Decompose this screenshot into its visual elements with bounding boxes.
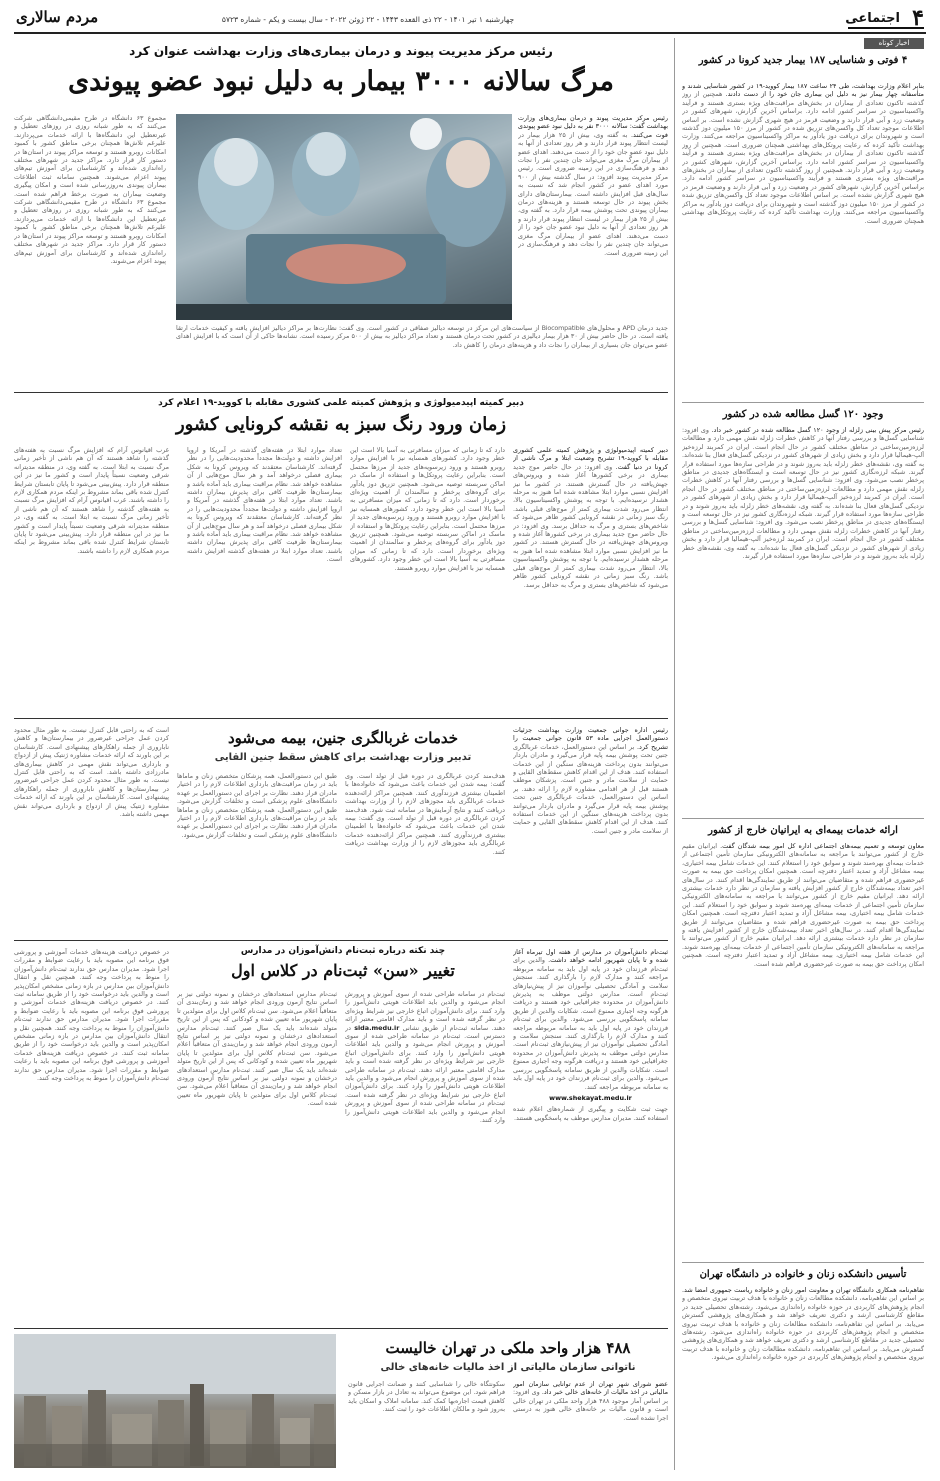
lead-body-bottom — [176, 324, 668, 384]
text-filler: وی افزود: در حال حاضر موج جدید بیماری در برخی کشورها آغاز شده و ویروس‌های جهش‌یافته در حال گسترش هستند. در کشور ما نیز افزایش نسبی موارد ابتلا مشاهده شده اما هنوز به مرحله هشدار نرسیده‌ایم. با توجه به پوشش واکسیناسیون بالا، انتظار می‌رود شدت بیماری کمتر از موج‌های قبلی باشد. رنگ سبز زمانی در نقشه کرونایی کشور ظاهر می‌شود که شاخص‌های بستری و مرگ به حداقل برسد. وی افزود: در حال حاضر موج جدید بیماری در برخی کشورها آغاز شده و ویروس‌های جهش‌یافته در حال گسترش هستند. در کشور ما نیز افزایش نسبی موارد ابتلا مشاهده شده اما هنوز به مرحله هشدار نرسیده‌ایم. با توجه به پوشش واکسیناسیون بالا، انتظار می‌رود شدت بیماری کمتر از موج‌های قبلی باشد. رنگ سبز زمانی در نقشه کرونایی کشور ظاهر می‌شود که شاخص‌های بستری و مرگ به حداقل برسد. — [513, 462, 668, 589]
covid-body-col-2 — [350, 446, 505, 708]
school-body-col-1: ثبت‌نام دانش‌آموزان در مدارس از هفته اول تیرماه آغاز شده و تا پایان شهریور ادامه خواهد داشت. والدین برای ثبت‌نام فرزندان خود در پایه اول باید به سامانه مربوطه مراجعه کنند و مدارک لازم را بارگذاری کنند. سنجش سلامت و آمادگی تحصیلی نوآموزان نیز از پیش‌نیازهای ثبت‌نام است. مدارس دولتی موظف به پذیرش دانش‌آموزان در محدوده جغرافیایی خود هستند و دریافت هرگونه وجه اجباری ممنوع است. شکایات والدین از طریق سامانه پاسخگویی بررسی می‌شود. والدین برای ثبت‌نام فرزندان خود در پایه اول باید به سامانه مربوطه مراجعه کنند و مدارک لازم را بارگذاری کنند. سنجش سلامت و آمادگی تحصیلی نوآموزان نیز از پیش‌نیازهای ثبت‌نام است. مدارس دولتی موظف به پذیرش دانش‌آموزان در محدوده جغرافیایی خود هستند و دریافت هرگونه وجه اجباری ممنوع است. شکایات والدین از طریق سامانه پاسخگویی بررسی می‌شود. والدین برای ثبت‌نام فرزندان خود در پایه اول باید به سامانه مربوطه مراجعه کنند. www.shekayat.medu.ir جهت ثبت شکایت و پیگیری از شماره‌های اعلام شده استفاده کنند. مدیران مدارس موظف به پاسخگویی هستند. — [513, 948, 668, 1122]
text-filler: همچنین از روز گذشته تاکنون تعدادی از بیماران در بخش‌های مراقبت‌های ویژه بستری هستند و فرآیند واکسیناسیون در سراسر کشور ادامه دارد. براساس آخرین گزارش، شهرهای کشور در وضعیت زرد و آبی قرار دارند و وضعیت قرمز در هیچ شهری گزارش نشده است. بر اساس اطلاعات موجود تعداد کل واکسن‌های تزریق شده در کشور از مرز ۱۵۰ میلیون دوز گذشته است و شهروندان برای دریافت دوز یادآور به مراکز واکسیناسیون مراجعه می‌کنند. وزارت بهداشت تأکید کرده که رعایت پروتکل‌های بهداشتی همچنان ضروری است. همچنین از روز گذشته تاکنون تعدادی از بیماران در بخش‌های مراقبت‌های ویژه بستری هستند و فرآیند واکسیناسیون در سراسر کشور ادامه دارد. براساس آخرین گزارش، شهرهای کشور در وضعیت زرد و آبی قرار دارند. همچنین از روز گذشته تاکنون تعدادی از بیماران در بخش‌های مراقبت‌های ویژه بستری هستند و فرآیند واکسیناسیون در سراسر کشور ادامه دارد. براساس آخرین گزارش، شهرهای کشور در وضعیت زرد و آبی قرار دارند و وضعیت قرمز در هیچ شهری گزارش نشده است. بر اساس اطلاعات موجود تعداد کل واکسن‌های تزریق شده در کشور از مرز ۱۵۰ میلیون دوز گذشته است و شهروندان برای دریافت دوز یادآور به مراکز واکسیناسیون مراجعه می‌کنند. وزارت بهداشت تأکید کرده که رعایت پروتکل‌های بهداشتی همچنان ضروری است. — [682, 90, 924, 225]
vacant-subhead: ناتوانی سازمان مالیاتی از اخذ مالیات خانه‌های خالی — [380, 1362, 636, 1373]
sidebar-divider — [682, 402, 924, 403]
text-filler: مجموع ۶۳ دانشگاه در طرح مقیمی‌دانشگاهی شرکت می‌کنند که به طور شبانه روزی در روزهای تعطیل و غیرتعطیل این دانشگاه‌ها با ارائه خدمات می‌پردازند. علیرغم تلاش‌ها همچنان برخی مناطق کشور با کمبود امکانات روبرو هستند و توسعه مراکز پیوند در استان‌ها در دستور کار قرار دارد. مراکز جدید در شهرهای مختلف راه‌اندازی شده‌اند و کارشناسان برای آموزش تیم‌های پیوند اعزام می‌شوند. همچنین سامانه ثبت اطلاعات بیماران پیوندی به‌روزرسانی شده است و امکان پیگیری وضعیت بیماران به صورت برخط فراهم شده است. مجموع ۶۳ دانشگاه در طرح مقیمی‌دانشگاهی شرکت می‌کنند که به طور شبانه روزی در روزهای تعطیل و غیرتعطیل این دانشگاه‌ها با ارائه خدمات می‌پردازند. علیرغم تلاش‌ها همچنان برخی مناطق کشور با کمبود امکانات روبرو هستند و توسعه مراکز پیوند در استان‌ها در دستور کار قرار دارد. مراکز جدید در شهرهای مختلف راه‌اندازی شده‌اند و کارشناسان برای آموزش تیم‌های پیوند اعزام می‌شوند. — [14, 114, 166, 265]
sidebar — [682, 38, 924, 1470]
dateline: چهارشنبه ۱ تیر ۱۴۰۱ - ۲۲ ذی القعده ۱۴۴۳ - ۲۲ ژوئن ۲۰۲۲ - سال بیست و یکم - شماره ۵۷۲۳ — [221, 15, 515, 24]
text-filler: سکونتگاه خالی را شناسایی کنند و ضمانت اجرایی قانون فراهم شود. این موضوع می‌تواند به تعادل در بازار مسکن و کاهش قیمت اجاره‌بها کمک کند. سامانه املاک و اسکان باید به‌روز شود و مالکان اطلاعات خود را ثبت کنند. — [348, 1380, 505, 1414]
covid-body-col-1: دبیر کمیته اپیدمیولوژی و پژوهش کمیته علمی کشوری مقابله با کووید-۱۹ تشریح وضعیت ابتلا و مرگ ناشی از کرونا در دنیا گفت. وی افزود: در حال حاضر موج جدید بیماری در برخی کشورها آغاز شده و ویروس‌های جهش‌یافته در حال گسترش هستند. در کشور ما نیز افزایش نسبی موارد ابتلا مشاهده شده اما هنوز به مرحله هشدار نرسیده‌ایم. با توجه به پوشش واکسیناسیون بالا، انتظار می‌رود شدت بیماری کمتر از موج‌های قبلی باشد. رنگ سبز زمانی در نقشه کرونایی کشور ظاهر می‌شود که شاخص‌های بستری و مرگ به حداقل برسد. وی افزود: در حال حاضر موج جدید بیماری در برخی کشورها آغاز شده و ویروس‌های جهش‌یافته در حال گسترش هستند. در کشور ما نیز افزایش نسبی موارد ابتلا مشاهده شده اما هنوز به مرحله هشدار نرسیده‌ایم. با توجه به پوشش واکسیناسیون بالا، انتظار می‌رود شدت بیماری کمتر از موج‌های قبلی باشد. رنگ سبز زمانی در نقشه کرونایی کشور ظاهر می‌شود که شاخص‌های بستری و مرگ به حداقل برسد. — [513, 446, 668, 589]
school-site[interactable]: sida.medu.ir — [354, 1023, 400, 1032]
sidebar-divider — [682, 1262, 924, 1263]
sidebar-item-body: بنابر اعلام وزارت بهداشت، طی ۲۴ ساعت ۱۸۷ بیمار کووید-۱۹ در کشور شناسایی شدند و متأسفانه چهار بیمار نیز به دلیل این بیماری جان خود را از دست دادند. همچنین از روز گذشته تاکنون تعدادی از بیماران در بخش‌های مراقبت‌های ویژه بستری هستند و فرآیند واکسیناسیون در سراسر کشور ادامه دارد. براساس آخرین گزارش، شهرهای کشور در وضعیت زرد و آبی قرار دارند و وضعیت قرمز در هیچ شهری گزارش نشده است. بر اساس اطلاعات موجود تعداد کل واکسن‌های تزریق شده در کشور از مرز ۱۵۰ میلیون دوز گذشته است و شهروندان برای دریافت دوز یادآور به مراکز واکسیناسیون مراجعه می‌کنند. وزارت بهداشت تأکید کرده که رعایت پروتکل‌های بهداشتی همچنان ضروری است. همچنین از روز گذشته تاکنون تعدادی از بیماران در بخش‌های مراقبت‌های ویژه بستری هستند و فرآیند واکسیناسیون در سراسر کشور ادامه دارد. براساس آخرین گزارش، شهرهای کشور در وضعیت زرد و آبی قرار دارند. همچنین از روز گذشته تاکنون تعدادی از بیماران در بخش‌های مراقبت‌های ویژه بستری هستند و فرآیند واکسیناسیون در سراسر کشور ادامه دارد. براساس آخرین گزارش، شهرهای کشور در وضعیت زرد و آبی قرار دارند و وضعیت قرمز در هیچ شهری گزارش نشده است. بر اساس اطلاعات موجود تعداد کل واکسن‌های تزریق شده در کشور از مرز ۱۵۰ میلیون دوز گذشته است و شهروندان برای دریافت دوز یادآور به مراکز واکسیناسیون مراجعه می‌کنند. وزارت بهداشت تأکید کرده که رعایت پروتکل‌های بهداشتی همچنان ضروری است. — [682, 82, 924, 225]
section-divider — [14, 392, 668, 393]
text-filler: جهت ثبت شکایت و پیگیری از شماره‌های اعلام شده استفاده کنند. مدیران مدارس موظف به پاسخگویی هستند. — [513, 1105, 668, 1122]
surgery-photo — [176, 114, 512, 320]
text-filler: در دسترس است. ثبت‌نام در سامانه طراحی شده از سوی آموزش و پرورش انجام می‌شود و والدین باید اطلاعات هویتی دانش‌آموز را وارد کنند. برای دانش‌آموزان اتباع خارجی نیز شرایط ویژه‌ای در نظر گرفته شده است و باید مدارک اقامتی معتبر ارائه دهند. ثبت‌نام در سامانه طراحی شده از سوی آموزش و پرورش انجام می‌شود و والدین باید اطلاعات هویتی دانش‌آموز را وارد کنند. برای دانش‌آموزان اتباع خارجی نیز شرایط ویژه‌ای در نظر گرفته شده است. ثبت‌نام در سامانه طراحی شده از سوی آموزش و پرورش انجام می‌شود و والدین باید اطلاعات هویتی دانش‌آموز را وارد کنند. — [345, 1023, 505, 1125]
covid-body-col-3 — [187, 446, 342, 708]
surgery-photo-shapes — [176, 114, 512, 320]
masthead — [0, 0, 940, 36]
vacant-headline: ۴۸۸ هزار واحد ملکی در تهران خالیست — [385, 1339, 631, 1357]
text-filler: بر اساس این تفاهم‌نامه، دانشکده مطالعات زنان و خانواده با هدف تربیت نیروی متخصص و انجام پژوهش‌های کاربردی در حوزه خانواده راه‌اندازی می‌شود. رشته‌های تحصیلی جدید در مقاطع کارشناسی ارشد و دکتری تعریف خواهد شد و همکاری‌های پژوهشی گسترش می‌یابد. بر اساس این تفاهم‌نامه، دانشکده مطالعات زنان و خانواده با هدف تربیت نیروی متخصص و انجام پژوهش‌های کاربردی در حوزه خانواده راه‌اندازی می‌شود. رشته‌های تحصیلی جدید در مقاطع کارشناسی ارشد و دکتری تعریف خواهد شد و همکاری‌های پژوهشی گسترش می‌یابد. بر اساس این تفاهم‌نامه، دانشکده مطالعات زنان و خانواده با هدف تربیت نیروی متخصص و انجام پژوهش‌های کاربردی در حوزه خانواده راه‌اندازی می‌شود. — [682, 1294, 924, 1362]
school-headline: تغییر «سن» ثبت‌نام در کلاس اول — [231, 961, 455, 980]
text-filler: تعداد موارد ابتلا در هفته‌های گذشته در آمریکا و اروپا افزایش داشته و دولت‌ها مجدداً محدودیت‌هایی را در نظر گرفته‌اند. کارشناسان معتقدند که ویروس کرونا به شکل بیماری فصلی درخواهد آمد و هر سال موج‌هایی از آن مشاهده خواهد شد. نظام مراقبت بیماری باید آماده باشد و بیمارستان‌ها ظرفیت کافی برای پذیرش بیماران داشته باشند. تعداد موارد ابتلا در هفته‌های گذشته در آمریکا و اروپا افزایش داشته و دولت‌ها مجدداً محدودیت‌هایی را در نظر گرفته‌اند. کارشناسان معتقدند که ویروس کرونا به شکل بیماری فصلی درخواهد آمد و هر سال موج‌هایی از آن مشاهده خواهد شد. نظام مراقبت بیماری باید آماده باشد و بیمارستان‌ها ظرفیت کافی برای پذیرش بیماران داشته باشند. تعداد موارد ابتلا در هفته‌های گذشته افزایش داشته است. — [187, 446, 342, 564]
sidebar-tag: اخبار کوتاه — [864, 38, 924, 49]
text-filler: طبق این دستورالعمل، همه پزشکان متخصص زنان و ماماها باید در زمان مراقبت‌های بارداری اطلاعات لازم را در اختیار مادران قرار دهند. نظارت بر اجرای این دستورالعمل بر عهده دانشگاه‌های علوم پزشکی است و تخلفات گزارش می‌شود. طبق این دستورالعمل، همه پزشکان متخصص زنان و ماماها باید در زمان مراقبت‌های بارداری اطلاعات لازم را در اختیار مادران قرار دهند. نظارت بر اجرای این دستورالعمل بر عهده دانشگاه‌های علوم پزشکی است و تخلفات گزارش می‌شود. — [177, 772, 337, 839]
masthead-rule — [14, 32, 926, 34]
text-filler: به گفته وی، بیش از ۲۵ هزار بیمار در لیست انتظار پیوند قرار دارند و هر روز تعدادی از آنها به دلیل نبود عضو جان خود را از دست می‌دهند. اهدای عضو از بیماران مرگ مغزی می‌تواند جان چندین نفر را نجات دهد و فرهنگ‌سازی در این زمینه ضروری است. رئیس مرکز مدیریت پیوند افزود: در سال گذشته بیش از ۹۰۰ مورد اهدای عضو در کشور انجام شد که نسبت به سال‌های قبل افزایش داشته است. بیمارستان‌های دارای بخش پیوند در حال توسعه هستند و هزینه‌های درمان بیماران پیوندی تحت پوشش بیمه قرار دارد. به گفته وی، بیش از ۲۵ هزار بیمار در لیست انتظار پیوند قرار دارند و هر روز تعدادی از آنها به دلیل نبود عضو جان خود را از دست می‌دهند. اهدای عضو از بیماران مرگ مغزی می‌تواند جان چندین نفر را نجات دهد و فرهنگ‌سازی در این زمینه ضروری است. — [518, 130, 668, 257]
screening-body-col-2 — [345, 772, 505, 932]
text-filler: دارد که تا زمانی که میزان مسافرتی به آسیا بالا است این خطر وجود دارد. کشورهای همسایه نیز با افزایش موارد روبرو هستند و ورود زیرسویه‌های جدید از مرزها محتمل است. بنابراین رعایت پروتکل‌ها و استفاده از ماسک در اماکن سربسته توصیه می‌شود. همچنین تزریق دوز یادآور برای گروه‌های پرخطر و سالمندان از اهمیت ویژه‌ای برخوردار است. دارد که تا زمانی که میزان مسافرتی به آسیا بالا است این خطر وجود دارد. کشورهای همسایه نیز با افزایش موارد روبرو هستند و ورود زیرسویه‌های جدید از مرزها محتمل است. بنابراین رعایت پروتکل‌ها و استفاده از ماسک در اماکن سربسته توصیه می‌شود. همچنین تزریق دوز یادآور برای گروه‌های پرخطر و سالمندان از اهمیت ویژه‌ای برخوردار است. دارد که تا زمانی که میزان مسافرتی به آسیا بالا است این خطر وجود دارد. کشورهای همسایه نیز با افزایش موارد روبرو هستند. — [350, 446, 505, 572]
lead-kicker: رئیس مرکز مدیریت پیوند و درمان بیماری‌های وزارت بهداشت عنوان کرد — [129, 44, 553, 58]
column-divider — [674, 38, 675, 1470]
text-filler: والدین برای ثبت‌نام فرزندان خود در پایه اول باید به سامانه مربوطه مراجعه کنند و مدارک لازم را بارگذاری کنند. سنجش سلامت و آمادگی تحصیلی نوآموزان نیز از پیش‌نیازهای ثبت‌نام است. مدارس دولتی موظف به پذیرش دانش‌آموزان در محدوده جغرافیایی خود هستند و دریافت هرگونه وجه اجباری ممنوع است. شکایات والدین از طریق سامانه پاسخگویی بررسی می‌شود. والدین برای ثبت‌نام فرزندان خود در پایه اول باید به سامانه مربوطه مراجعه کنند و مدارک لازم را بارگذاری کنند. سنجش سلامت و آمادگی تحصیلی نوآموزان نیز از پیش‌نیازهای ثبت‌نام است. مدارس دولتی موظف به پذیرش دانش‌آموزان در محدوده جغرافیایی خود هستند و دریافت هرگونه وجه اجباری ممنوع است. شکایات والدین از طریق سامانه پاسخگویی بررسی می‌شود. والدین برای ثبت‌نام فرزندان خود در پایه اول باید به سامانه مربوطه مراجعه کنند. — [513, 956, 668, 1091]
lead-body-col-2 — [14, 114, 166, 338]
sidebar-item-body: معاون توسعه و تعمیم بیمه‌های اجتماعی اداره کل امور بیمه شدگان گفت. ایرانیان مقیم خارج از کشور می‌توانند با مراجعه به سامانه‌های الکترونیکی سازمان تأمین اجتماعی از خدمات بیمه‌ای بهره‌مند شوند و سوابق خود را استعلام کنند. این خدمات شامل بیمه اختیاری، بیمه مشاغل آزاد و تمدید اعتبار دفترچه است. همچنین امکان پرداخت حق بیمه به صورت غیرحضوری فراهم شده و متقاضیان می‌توانند از طریق نمایندگی‌ها اقدام کنند. در سال‌های اخیر تعداد بیمه‌شدگان خارج از کشور افزایش یافته و سازمان در نظر دارد خدمات بیشتری ارائه دهد. ایرانیان مقیم خارج از کشور می‌توانند با مراجعه به سامانه‌های الکترونیکی سازمان تأمین اجتماعی از خدمات بیمه‌ای بهره‌مند شوند و سوابق خود را استعلام کنند. این خدمات شامل بیمه اختیاری، بیمه مشاغل آزاد و تمدید اعتبار دفترچه است. همچنین امکان پرداخت حق بیمه به صورت غیرحضوری فراهم شده و متقاضیان می‌توانند از طریق نمایندگی‌ها اقدام کنند. در سال‌های اخیر تعداد بیمه‌شدگان خارج از کشور افزایش یافته و سازمان در نظر دارد خدمات بیشتری ارائه دهد. ایرانیان مقیم خارج از کشور می‌توانند با مراجعه به سامانه‌های الکترونیکی سازمان تأمین اجتماعی از خدمات بیمه‌ای بهره‌مند شوند. این خدمات شامل بیمه اختیاری، بیمه مشاغل آزاد و تمدید اعتبار دفترچه است. همچنین امکان پرداخت حق بیمه به صورت غیرحضوری فراهم شده است. — [682, 842, 924, 968]
screening-body-col-1: رئیس اداره جوانی جمعیت وزارت بهداشت جزئیات دستورالعمل اجرایی ماده ۵۳ قانون جوانی جمعیت را تشریح کرد. بر اساس این دستورالعمل، خدمات غربالگری جنین تحت پوشش بیمه پایه قرار می‌گیرد و مادران باردار می‌توانند بدون پرداخت هزینه‌های سنگین از این خدمات استفاده کنند. هدف از این اقدام کاهش سقط‌های القایی و حمایت از سلامت مادر و جنین است. پزشکان موظف هستند قبل از هر اقدامی مشاوره لازم را ارائه دهند. بر اساس این دستورالعمل، خدمات غربالگری جنین تحت پوشش بیمه پایه قرار می‌گیرد و مادران باردار می‌توانند بدون پرداخت هزینه‌های سنگین از این خدمات استفاده کنند. هدف از این اقدام کاهش سقط‌های القایی و حمایت از سلامت مادر و جنین است. — [513, 726, 668, 835]
sidebar-item-title: تأسیس دانشکده زنان و خانواده در دانشگاه تهران — [699, 1269, 907, 1280]
vacant-body-col-1: عضو شورای شهر تهران از عدم توانایی سازمان امور مالیاتی در اخذ مالیات از خانه‌های خالی خبر داد. وی افزود: بر اساس آمار موجود ۴۸۸ هزار واحد ملکی در تهران خالی است و قانون مالیات بر خانه‌های خالی هنوز به درستی اجرا نشده است. — [513, 1380, 668, 1422]
school-body-col-3 — [177, 990, 337, 1318]
covid-headline: زمان ورود رنگ سبز به نقشه کرونایی کشور — [175, 414, 507, 435]
lead-headline: مرگ سالانه ۳۰۰۰ بیمار به دلیل نبود عضو پیوندی — [68, 66, 614, 97]
school-kicker: چند نکته درباره ثبت‌نام دانش‌آموزان در مدارس — [240, 946, 446, 956]
sidebar-item-title: ارائه خدمات بیمه‌ای به ایرانیان خارج از کشور — [708, 825, 898, 836]
sidebar-item-title: ۴ فوتی و شناسایی ۱۸۷ بیمار جدید کرونا در کشور — [698, 55, 908, 66]
section-name: اجتماعی — [845, 11, 900, 26]
lead-article — [14, 38, 668, 390]
text-filler: ثبت‌نام در سامانه طراحی شده از سوی آموزش و پرورش انجام می‌شود و والدین باید اطلاعات هویتی دانش‌آموز را وارد کنند. برای دانش‌آموزان اتباع خارجی نیز شرایط ویژه‌ای در نظر گرفته شده است و باید مدارک اقامتی معتبر ارائه دهند. سامانه ثبت‌نام از طریق نشانی — [345, 990, 505, 1032]
screening-headline: خدمات غربالگری جنین، بیمه می‌شود — [227, 729, 459, 747]
section-divider — [14, 940, 668, 941]
section-divider — [14, 718, 668, 719]
covid-kicker: دبیر کمیته اپیدمیولوژی و پژوهش کمیته علمی کشوری مقابله با کووید-۱۹ اعلام کرد — [158, 398, 524, 408]
text-filler: است که به راحتی قابل کنترل نیست. به طور مثال محدود کردن عمل جراحی غیرضرور در بیمارستان‌ها و کاهش ناباروری از جمله راهکارهای پیشنهادی است. کارشناسان بر این باورند که ارائه خدمات مشاوره ژنتیک پیش از ازدواج و بارداری می‌تواند نقش مهمی در کاهش بیماری‌های مادرزادی داشته باشد. است که به راحتی قابل کنترل نیست. به طور مثال محدود کردن عمل جراحی غیرضرور در بیمارستان‌ها و کاهش ناباروری از جمله راهکارهای پیشنهادی است. کارشناسان بر این باورند که ارائه خدمات مشاوره ژنتیک پیش از ازدواج و بارداری می‌تواند نقش مهمی داشته باشد. — [14, 726, 169, 819]
school-article — [14, 944, 668, 1324]
text-filler: غرب اقیانوس آرام که افزایش مرگ نسبت به هفته‌های گذشته را شاهد هستند که آن هم ناشی از تأخیر زمانی مرگ نسبت به ابتلا است. به گفته وی، در منطقه مدیترانه شرقی وضعیت نسبتاً پایدار است و کشور ما نیز در این منطقه قرار دارد. پیش‌بینی می‌شود تا پایان تابستان شرایط کنترل شده باقی بماند مشروط بر اینکه مردم همکاری لازم را داشته باشند. غرب اقیانوس آرام که افزایش مرگ نسبت به هفته‌های گذشته را شاهد هستند که آن هم ناشی از تأخیر زمانی مرگ نسبت به ابتلا است. به گفته وی، در منطقه مدیترانه شرقی وضعیت نسبتاً پایدار است و کشور ما نیز در این منطقه قرار دارد. پیش‌بینی می‌شود تا پایان تابستان شرایط کنترل شده باقی بماند مشروط بر اینکه مردم همکاری لازم را داشته باشند. — [14, 446, 169, 555]
school-body-col-2 — [345, 990, 505, 1318]
text-filler: بر اساس این دستورالعمل، خدمات غربالگری جنین تحت پوشش بیمه پایه قرار می‌گیرد و مادران باردار می‌توانند بدون پرداخت هزینه‌های سنگین از این خدمات استفاده کنند. هدف از این اقدام کاهش سقط‌های القایی و حمایت از سلامت مادر و جنین است. پزشکان موظف هستند قبل از هر اقدامی مشاوره لازم را ارائه دهند. بر اساس این دستورالعمل، خدمات غربالگری جنین تحت پوشش بیمه پایه قرار می‌گیرد و مادران باردار می‌توانند بدون پرداخت هزینه‌های سنگین از این خدمات استفاده کنند. هدف از این اقدام کاهش سقط‌های القایی و حمایت از سلامت مادر و جنین است. — [513, 742, 668, 835]
sidebar-item-body: رئیس مرکز پیش بینی زلزله از وجود ۱۲۰ گسل مطالعه شده در کشور خبر داد. وی افزود: شناسایی گسل‌ها و بررسی رفتار آنها در کاهش خطرات زلزله نقش مهمی دارد و مطالعات لرزه‌زمین‌ساختی در مناطق مختلف کشور در حال انجام است. ایران در کمربند لرزه‌خیز آلپ-هیمالیا قرار دارد و بخش زیادی از شهرهای کشور در نزدیکی گسل‌های فعال بنا شده‌اند. به گفته وی، نقشه‌های خطر زلزله باید به‌روز شوند و در طراحی سازه‌ها مورد استفاده قرار گیرند. شبکه لرزه‌نگاری کشور نیز در حال توسعه است و ایستگاه‌های جدیدی در مناطق پرخطر نصب می‌شود. وی افزود: شناسایی گسل‌ها و بررسی رفتار آنها در کاهش خطرات زلزله نقش مهمی دارد و مطالعات لرزه‌زمین‌ساختی در مناطق مختلف کشور در حال انجام است. ایران در کمربند لرزه‌خیز آلپ-هیمالیا قرار دارد و بخش زیادی از شهرهای کشور در نزدیکی گسل‌های فعال بنا شده‌اند. به گفته وی، نقشه‌های خطر زلزله باید به‌روز شوند و در طراحی سازه‌ها مورد استفاده قرار گیرند. شبکه لرزه‌نگاری کشور نیز در حال توسعه است و ایستگاه‌های جدیدی در مناطق پرخطر نصب می‌شود. وی افزود: شناسایی گسل‌ها و بررسی رفتار آنها در کاهش خطرات زلزله نقش مهمی دارد و مطالعات لرزه‌زمین‌ساختی در مناطق مختلف کشور در حال انجام است. ایران در کمربند لرزه‌خیز آلپ-هیمالیا قرار دارد و بخش زیادی از شهرهای کشور در نزدیکی گسل‌های فعال بنا شده‌اند. به گفته وی، نقشه‌های خطر زلزله باید به‌روز شوند و در طراحی سازه‌ها مورد استفاده قرار گیرند. — [682, 426, 924, 561]
screening-article — [14, 722, 668, 938]
vacant-article — [14, 1332, 668, 1472]
text-filler: جدید درمان APD و محلول‌های Biocompatible از سیاست‌های این مرکز در توسعه دیالیز صفاقی در کشور است. وی گفت: نظارت‌ها بر مراکز دیالیز افزایش یافته و کیفیت خدمات ارتقا یافته است. در حال حاضر بیش از ۳۰ هزار بیمار دیالیزی در کشور تحت درمان هستند و تعداد مراکز دیالیز به بیش از ۵۰۰ مرکز رسیده است. نشانه‌ها حاکی از آن است که با افزایش اهدای عضو می‌توان جان بسیاری از بیماران را نجات داد و هزینه‌های درمان را کاهش داد. — [176, 324, 668, 349]
paper-name: مردم سالاری — [16, 8, 99, 26]
covid-body-col-4 — [14, 446, 169, 708]
text-filler: وی افزود: بر اساس آمار موجود ۴۸۸ هزار واحد ملکی در تهران خالی است و قانون مالیات بر خانه‌های خالی هنوز به درستی اجرا نشده است. — [513, 1388, 668, 1422]
covid-article — [14, 396, 668, 714]
school-body-col-4 — [14, 948, 169, 1318]
section-badge — [845, 5, 924, 31]
screening-body-col-3 — [177, 772, 337, 932]
sidebar-item-body: تفاهم‌نامه همکاری دانشگاه تهران و معاونت امور زنان و خانواده ریاست جمهوری امضا شد. بر اساس این تفاهم‌نامه، دانشکده مطالعات زنان و خانواده با هدف تربیت نیروی متخصص و انجام پژوهش‌های کاربردی در حوزه خانواده راه‌اندازی می‌شود. رشته‌های تحصیلی جدید در مقاطع کارشناسی ارشد و دکتری تعریف خواهد شد و همکاری‌های پژوهشی گسترش می‌یابد. بر اساس این تفاهم‌نامه، دانشکده مطالعات زنان و خانواده با هدف تربیت نیروی متخصص و انجام پژوهش‌های کاربردی در حوزه خانواده راه‌اندازی می‌شود. رشته‌های تحصیلی جدید در مقاطع کارشناسی ارشد و دکتری تعریف خواهد شد و همکاری‌های پژوهشی گسترش می‌یابد. بر اساس این تفاهم‌نامه، دانشکده مطالعات زنان و خانواده با هدف تربیت نیروی متخصص و انجام پژوهش‌های کاربردی در حوزه خانواده راه‌اندازی می‌شود. — [682, 1286, 924, 1362]
section-divider — [14, 1328, 668, 1329]
lead-body-col-1: رئیس مرکز مدیریت پیوند و درمان بیماری‌های وزارت بهداشت گفت: سالانه ۳۰۰۰ نفر به دلیل نبود عضو پیوندی فوت می‌کنند. به گفته وی، بیش از ۲۵ هزار بیمار در لیست انتظار پیوند قرار دارند و هر روز تعدادی از آنها به دلیل نبود عضو جان خود را از دست می‌دهند. اهدای عضو از بیماران مرگ مغزی می‌تواند جان چندین نفر را نجات دهد و فرهنگ‌سازی در این زمینه ضروری است. رئیس مرکز مدیریت پیوند افزود: در سال گذشته بیش از ۹۰۰ مورد اهدای عضو در کشور انجام شد که نسبت به سال‌های قبل افزایش داشته است. بیمارستان‌های دارای بخش پیوند در حال توسعه هستند و هزینه‌های درمان بیماران پیوندی تحت پوشش بیمه قرار دارد. به گفته وی، بیش از ۲۵ هزار بیمار در لیست انتظار پیوند قرار دارند و هر روز تعدادی از آنها به دلیل نبود عضو جان خود را از دست می‌دهند. اهدای عضو از بیماران مرگ مغزی می‌تواند جان چندین نفر را نجات دهد و فرهنگ‌سازی در این زمینه ضروری است. — [518, 114, 668, 257]
vacant-body-col-2 — [348, 1380, 505, 1468]
skyline-shapes — [14, 1334, 336, 1468]
text-filler: هدف‌مند کردن غربالگری در دوره قبل از تولد است. وی گفت: بیمه شدن این خدمات باعث می‌شود که خانواده‌ها با اطمینان بیشتری فرزندآوری کنند. همچنین مراکز ارائه‌دهنده خدمات غربالگری باید مجوزهای لازم را از وزارت بهداشت دریافت کنند و نتایج آزمایش‌ها در سامانه ثبت شود. هدف‌مند کردن غربالگری در دوره قبل از تولد است. وی گفت: بیمه شدن این خدمات باعث می‌شود که خانواده‌ها با اطمینان بیشتری فرزندآوری کنند. همچنین مراکز ارائه‌دهنده خدمات غربالگری باید مجوزهای لازم را از وزارت بهداشت دریافت کنند. — [345, 772, 505, 856]
school-url[interactable]: www.shekayat.medu.ir — [549, 1093, 632, 1102]
tehran-skyline-photo — [14, 1334, 336, 1468]
screening-subhead: تدبیر وزارت بهداشت برای کاهش سقط جنین القایی — [214, 752, 472, 763]
text-filler: وی افزود: شناسایی گسل‌ها و بررسی رفتار آنها در کاهش خطرات زلزله نقش مهمی دارد و مطالعات لرزه‌زمین‌ساختی در مناطق مختلف کشور در حال انجام است. ایران در کمربند لرزه‌خیز آلپ-هیمالیا قرار دارد و بخش زیادی از شهرهای کشور در نزدیکی گسل‌های فعال بنا شده‌اند. به گفته وی، نقشه‌های خطر زلزله باید به‌روز شوند و در طراحی سازه‌ها مورد استفاده قرار گیرند. شبکه لرزه‌نگاری کشور نیز در حال توسعه است و ایستگاه‌های جدیدی در مناطق پرخطر نصب می‌شود. وی افزود: شناسایی گسل‌ها و بررسی رفتار آنها در کاهش خطرات زلزله نقش مهمی دارد و مطالعات لرزه‌زمین‌ساختی در مناطق مختلف کشور در حال انجام است. ایران در کمربند لرزه‌خیز آلپ-هیمالیا قرار دارد و بخش زیادی از شهرهای کشور در نزدیکی گسل‌های فعال بنا شده‌اند. به گفته وی، نقشه‌های خطر زلزله باید به‌روز شوند و در طراحی سازه‌ها مورد استفاده قرار گیرند. شبکه لرزه‌نگاری کشور نیز در حال توسعه است و ایستگاه‌های جدیدی در مناطق پرخطر نصب می‌شود. وی افزود: شناسایی گسل‌ها و بررسی رفتار آنها در کاهش خطرات زلزله نقش مهمی دارد و مطالعات لرزه‌زمین‌ساختی در مناطق مختلف کشور در حال انجام است. ایران در کمربند لرزه‌خیز آلپ-هیمالیا قرار دارد و بخش زیادی از شهرهای کشور در نزدیکی گسل‌های فعال بنا شده‌اند. به گفته وی، نقشه‌های خطر زلزله باید به‌روز شوند و در طراحی سازه‌ها مورد استفاده قرار گیرند. — [682, 426, 924, 561]
text-filler: ثبت‌نام مدارس استعدادهای درخشان و نمونه دولتی نیز بر اساس نتایج آزمون ورودی انجام خواهد شد و زمان‌بندی آن متعاقباً اعلام می‌شود. سن ثبت‌نام کلاس اول برای متولدین تا پایان شهریور ماه تعیین شده و کودکانی که پس از این تاریخ متولد شده‌اند باید یک سال صبر کنند. ثبت‌نام مدارس استعدادهای درخشان و نمونه دولتی نیز بر اساس نتایج آزمون ورودی انجام خواهد شد و زمان‌بندی آن متعاقباً اعلام می‌شود. سن ثبت‌نام کلاس اول برای متولدین تا پایان شهریور ماه تعیین شده و کودکانی که پس از این تاریخ متولد شده‌اند باید یک سال صبر کنند. ثبت‌نام مدارس استعدادهای درخشان و نمونه دولتی نیز بر اساس نتایج آزمون ورودی انجام خواهد شد و زمان‌بندی آن متعاقباً اعلام می‌شود. سن ثبت‌نام کلاس اول برای متولدین تا پایان شهریور ماه تعیین شده است. — [177, 990, 337, 1108]
text-filler: ایرانیان مقیم خارج از کشور می‌توانند با مراجعه به سامانه‌های الکترونیکی سازمان تأمین اجتماعی از خدمات بیمه‌ای بهره‌مند شوند و سوابق خود را استعلام کنند. این خدمات شامل بیمه اختیاری، بیمه مشاغل آزاد و تمدید اعتبار دفترچه است. همچنین امکان پرداخت حق بیمه به صورت غیرحضوری فراهم شده و متقاضیان می‌توانند از طریق نمایندگی‌ها اقدام کنند. در سال‌های اخیر تعداد بیمه‌شدگان خارج از کشور افزایش یافته و سازمان در نظر دارد خدمات بیشتری ارائه دهد. ایرانیان مقیم خارج از کشور می‌توانند با مراجعه به سامانه‌های الکترونیکی سازمان تأمین اجتماعی از خدمات بیمه‌ای بهره‌مند شوند و سوابق خود را استعلام کنند. این خدمات شامل بیمه اختیاری، بیمه مشاغل آزاد و تمدید اعتبار دفترچه است. همچنین امکان پرداخت حق بیمه به صورت غیرحضوری فراهم شده و متقاضیان می‌توانند از طریق نمایندگی‌ها اقدام کنند. در سال‌های اخیر تعداد بیمه‌شدگان خارج از کشور افزایش یافته و سازمان در نظر دارد خدمات بیشتری ارائه دهد. ایرانیان مقیم خارج از کشور می‌توانند با مراجعه به سامانه‌های الکترونیکی سازمان تأمین اجتماعی از خدمات بیمه‌ای بهره‌مند شوند. این خدمات شامل بیمه اختیاری، بیمه مشاغل آزاد و تمدید اعتبار دفترچه است. همچنین امکان پرداخت حق بیمه به صورت غیرحضوری فراهم شده است. — [682, 842, 924, 968]
screening-body-col-4 — [14, 726, 169, 932]
sidebar-item-title: وجود ۱۲۰ گسل مطالعه شده در کشور — [722, 409, 884, 420]
section-number: ۴ — [912, 5, 924, 31]
sidebar-divider — [682, 818, 924, 819]
text-filler: در خصوص دریافت هزینه‌های خدمات آموزشی و پرورشی فوق برنامه این مصوبه باید با رعایت ضوابط و مقررات اجرا شود. مدیران مدارس حق ندارند ثبت‌نام دانش‌آموزان را منوط به پرداخت وجه کنند. همچنین نقل و انتقال دانش‌آموزان بین مدارس در بازه زمانی مشخص امکان‌پذیر است و والدین باید درخواست خود را از طریق سامانه ثبت کنند. در خصوص دریافت هزینه‌های خدمات آموزشی و پرورشی فوق برنامه این مصوبه باید با رعایت ضوابط و مقررات اجرا شود. مدیران مدارس حق ندارند ثبت‌نام دانش‌آموزان را منوط به پرداخت وجه کنند. همچنین نقل و انتقال دانش‌آموزان بین مدارس در بازه زمانی مشخص امکان‌پذیر است و والدین باید درخواست خود را از طریق سامانه ثبت کنند. در خصوص دریافت هزینه‌های خدمات آموزشی و پرورشی فوق برنامه این مصوبه باید با رعایت ضوابط و مقررات اجرا شود. مدیران مدارس حق ندارند ثبت‌نام دانش‌آموزان را منوط به پرداخت وجه کنند. — [14, 948, 169, 1083]
